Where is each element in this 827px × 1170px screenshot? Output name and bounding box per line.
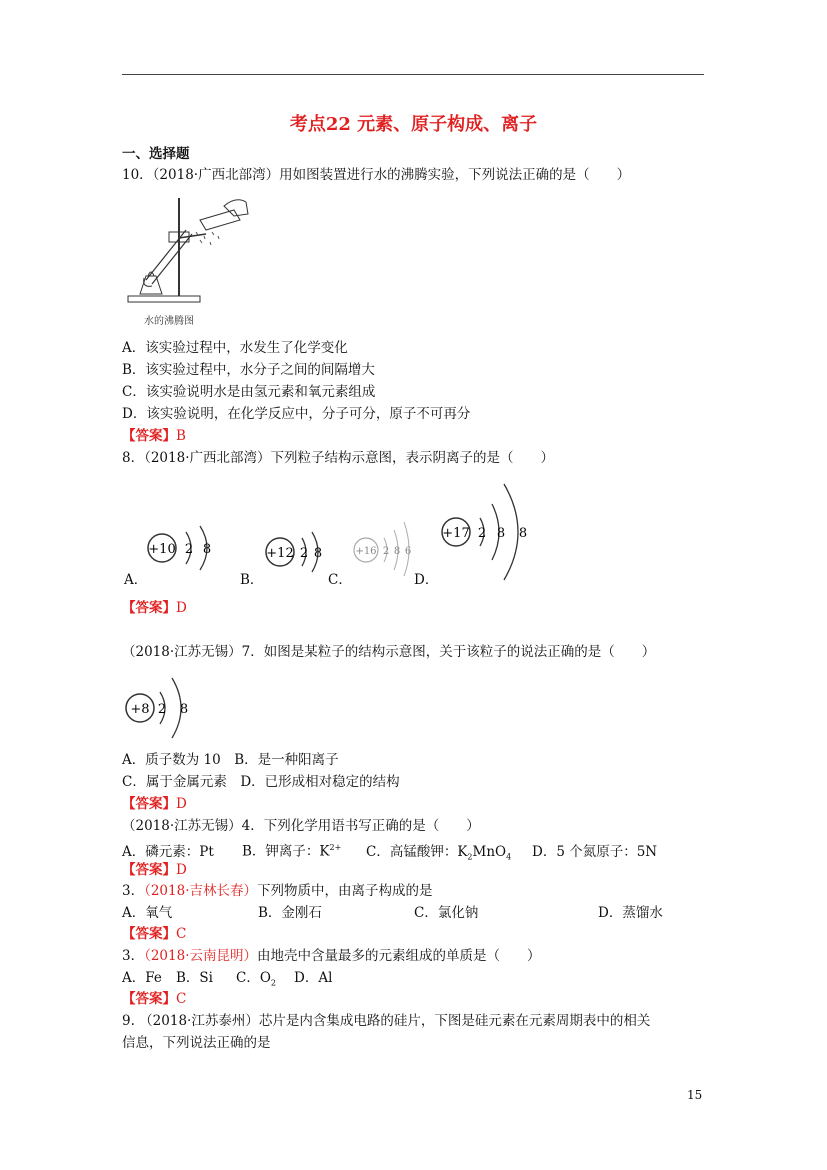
svg-text:2: 2 <box>477 526 487 541</box>
q8-label-d: D． <box>414 572 439 588</box>
figure-caption: 水的沸腾图 <box>144 316 194 327</box>
q3a-option-c: C．氯化钠 <box>414 905 479 921</box>
q10-option-d: D．该实验说明，在化学反应中，分子可分，原子不可再分 <box>122 406 471 422</box>
svg-text:2: 2 <box>299 546 309 561</box>
q8-label-c: C． <box>328 572 352 588</box>
q10-option-b: B．该实验过程中，水分子之间的间隔增大 <box>122 362 375 378</box>
q4-option-b: B．钾离子：$K^{2+}$ <box>242 843 342 860</box>
svg-text:8: 8 <box>496 526 506 541</box>
q3b-option-a: A．Fe <box>122 970 162 986</box>
svg-text:8: 8 <box>313 546 323 561</box>
svg-text:+12: +12 <box>266 546 294 561</box>
q4-stem: （2018·江苏无锡）4．下列化学用语书写正确的是（ ） <box>122 818 480 834</box>
q10-option-c: C．该实验说明水是由氢元素和氧元素组成 <box>122 384 376 400</box>
q3b-answer: 【答案】C <box>122 991 187 1007</box>
q7-options-ab: A．质子数为 10 B．是一种阳离子 <box>122 752 339 768</box>
q4-option-d: D．5 个氮原子：5N <box>532 843 658 860</box>
svg-text:+17: +17 <box>442 526 470 541</box>
q7-stem: （2018·江苏无锡）7．如图是某粒子的结构示意图，关于该粒子的说法正确的是（ ） <box>122 644 656 660</box>
q3a-option-b: B．金刚石 <box>258 905 322 921</box>
q4-options <box>122 838 657 867</box>
page-title: 考点22 元素、原子构成、离子 <box>289 114 538 135</box>
q3b-stem: 3．（2018·云南昆明）由地壳中含量最多的元素组成的单质是（ ） <box>122 948 541 964</box>
svg-text:8: 8 <box>518 526 528 541</box>
q4-answer: 【答案】D <box>122 862 187 878</box>
atom-diagram-c <box>352 514 432 578</box>
header-rule <box>122 74 704 75</box>
q9-stem-line1: 9. （2018·江苏泰州）芯片是内含集成电路的硅片，下图是硅元素在元素周期表中的相关 <box>122 1013 651 1029</box>
q8-label-a: A． <box>124 572 148 588</box>
q3a-answer: 【答案】C <box>122 926 187 942</box>
q8-stem: 8．（2018·广西北部湾）下列粒子结构示意图，表示阴离子的是（ ） <box>122 450 554 466</box>
page-number: 15 <box>687 1088 703 1102</box>
svg-text:6: 6 <box>404 546 412 557</box>
svg-text:2: 2 <box>382 546 390 557</box>
svg-text:+8: +8 <box>130 702 150 717</box>
q8-answer: 【答案】D <box>122 600 187 616</box>
atom-diagram-a <box>146 522 226 578</box>
svg-text:2: 2 <box>184 542 194 557</box>
q10-option-a: A．该实验过程中，水发生了化学变化 <box>122 340 348 356</box>
atom-diagram-d <box>440 482 540 582</box>
q8-label-b: B． <box>240 572 264 588</box>
q3a-option-a: A．氧气 <box>122 905 173 921</box>
q3a-options <box>122 903 663 923</box>
q3b-option-c: C．$O_2$ <box>236 970 276 988</box>
q10-stem: 10．（2018·广西北部湾）用如图装置进行水的沸腾实验，下列说法正确的是（ ） <box>122 167 631 183</box>
q3b-option-b: B．Si <box>176 970 213 986</box>
q3a-option-d: D．蒸馏水 <box>598 905 663 921</box>
q3b-option-d: D．Al <box>294 970 333 986</box>
svg-text:8: 8 <box>179 702 189 717</box>
q4-option-a: A．磷元素：Pt <box>122 843 214 860</box>
svg-text:+16: +16 <box>355 546 377 557</box>
q9-stem-line2: 信息，下列说法正确的是 <box>122 1035 271 1051</box>
q7-answer: 【答案】D <box>122 796 187 812</box>
svg-text:+10: +10 <box>148 542 176 557</box>
q10-answer: 【答案】B <box>122 428 186 444</box>
svg-text:8: 8 <box>393 546 401 557</box>
q4-option-c: C．高锰酸钾：$K_2MnO_4$ <box>366 843 512 862</box>
section-heading: 一、选择题 <box>122 146 190 162</box>
q7-options-cd: C．属于金属元素 D．已形成相对稳定的结构 <box>122 774 400 790</box>
boiling-apparatus-figure <box>124 192 254 332</box>
atom-diagram-q7 <box>124 670 204 746</box>
svg-text:2: 2 <box>157 702 167 717</box>
q3a-stem: 3．（2018·吉林长春）下列物质中，由离子构成的是 <box>122 883 433 899</box>
svg-text:8: 8 <box>202 542 212 557</box>
